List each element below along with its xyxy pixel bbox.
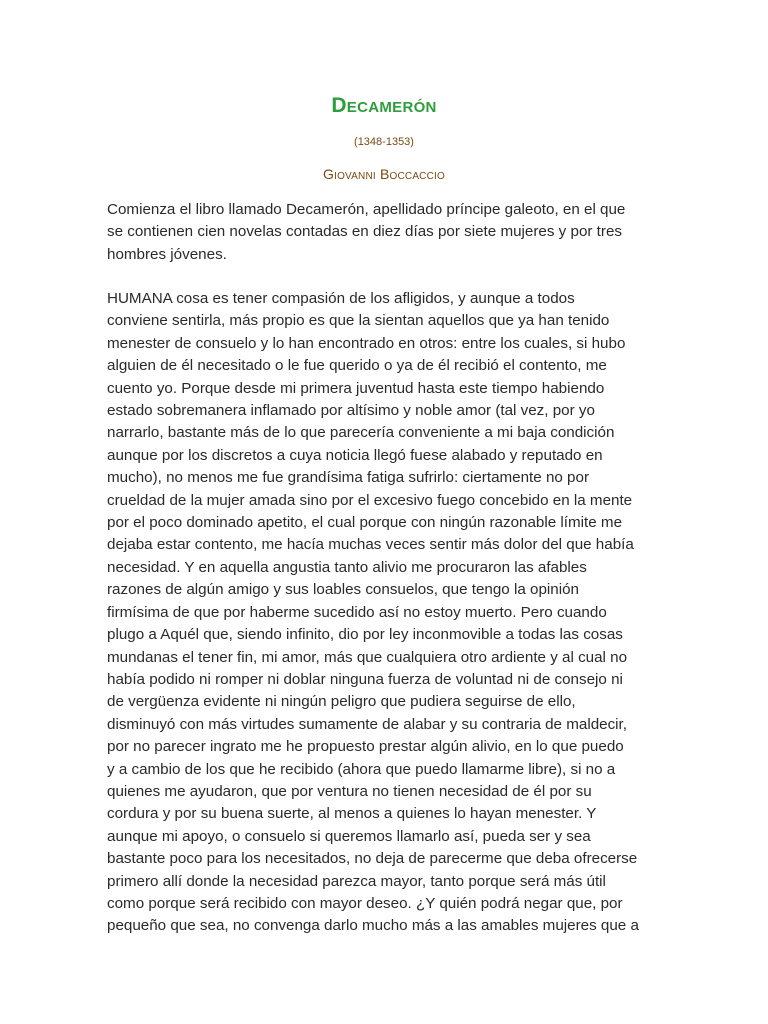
text-line: primero allí donde la necesidad parezca mayor, tanto porque será más útil bbox=[107, 872, 606, 890]
text-line: menester de consuelo y lo han encontrado en otros: entre los cuales, si hubo bbox=[107, 334, 626, 352]
text-line: por no parecer ingrato me he propuesto prestar algún alivio, en lo que puedo bbox=[107, 738, 624, 756]
text-line: se contienen cien novelas contadas en diez días por siete mujeres y por tres bbox=[107, 223, 622, 241]
text-line: estado sobremanera inflamado por altísimo y noble amor (tal vez, por yo bbox=[107, 402, 595, 420]
text-line: cordura y por su buena suerte, al menos a quienes lo hayan menester. Y bbox=[107, 805, 597, 823]
text-line: HUMANA cosa es tener compasión de los afligidos, y aunque a todos bbox=[107, 290, 575, 307]
text-line: crueldad de la mujer amada sino por el excesivo fuego concebido en la mente bbox=[107, 491, 633, 509]
document-title: Decamerón bbox=[331, 94, 437, 117]
text-line: pequeño que sea, no convenga darlo mucho más a las amables mujeres que a bbox=[107, 917, 639, 935]
text-line: necesidad. Y en aquella angustia tanto alivio me procuraron las afables bbox=[107, 558, 587, 576]
text-line: como porque será recibido con mayor deseo. ¿Y quién podrá negar que, por bbox=[107, 894, 623, 912]
text-line: había podido ni romper ni doblar ninguna fuerza de voluntad ni de consejo ni bbox=[107, 670, 623, 688]
text-line: cuento yo. Porque desde mi primera juventud hasta este tiempo habiendo bbox=[107, 379, 605, 397]
text-line: de vergüenza evidente ni ningún peligro que pudiera seguirse de ello, bbox=[107, 693, 576, 711]
text-line: bastante poco para los necesitados, no deja de parecerme que deba ofrecerse bbox=[107, 850, 638, 868]
text-line: mucho), no menos me fue grandísima fatiga sufrirlo: ciertamente no por bbox=[107, 469, 590, 487]
text-line: mundanas el tener fin, mi amor, más que cualquiera otro ardiente y al cual no bbox=[107, 648, 628, 666]
text-line: alguien de él necesitado o le fue querido o ya de él recibió el contento, me bbox=[107, 357, 607, 375]
document-author: Giovanni Boccaccio bbox=[323, 166, 445, 182]
text-line: narrarlo, bastante más de lo que parecería conveniente a mi baja condición bbox=[107, 424, 615, 442]
text-line: y a cambio de los que he recibido (ahora que puedo llamarme libre), si no a bbox=[107, 760, 616, 778]
text-line: dejaba estar contento, me hacía muchas veces sentir más dolor del que había bbox=[107, 536, 634, 554]
text-line: disminuyó con más virtudes sumamente de alabar y su contraria de maldecir, bbox=[107, 715, 627, 733]
document-dates: (1348-1353) bbox=[354, 136, 414, 148]
text-line: aunque por los discretos a cuya noticia llegó fuese alabado y reputado en bbox=[107, 446, 603, 464]
text-line: firmísima de que por haberme sucedido así no estoy muerto. Pero cuando bbox=[107, 603, 607, 621]
text-line: por el poco dominado apetito, el cual porque con ningún razonable límite me bbox=[107, 514, 623, 532]
text-line: conviene sentirla, más propio es que la sientan aquellos que ya han tenido bbox=[107, 312, 610, 330]
text-line: hombres jóvenes. bbox=[107, 245, 227, 263]
text-line: plugo a Aquél que, siendo infinito, dio por ley inconmovible a todas las cosas bbox=[107, 626, 623, 644]
text-line: razones de algún amigo y sus loables consuelos, que tengo la opinión bbox=[107, 581, 579, 599]
text-line: Comienza el libro llamado Decamerón, apellidado príncipe galeoto, en el que bbox=[107, 201, 626, 218]
text-line: quienes me ayudaron, que por ventura no tienen necesidad de él por su bbox=[107, 782, 592, 800]
main-paragraph bbox=[107, 288, 677, 938]
intro-paragraph bbox=[107, 199, 677, 266]
text-line: aunque mi apoyo, o consuelo si queremos llamarlo así, pueda ser y sea bbox=[107, 827, 591, 845]
